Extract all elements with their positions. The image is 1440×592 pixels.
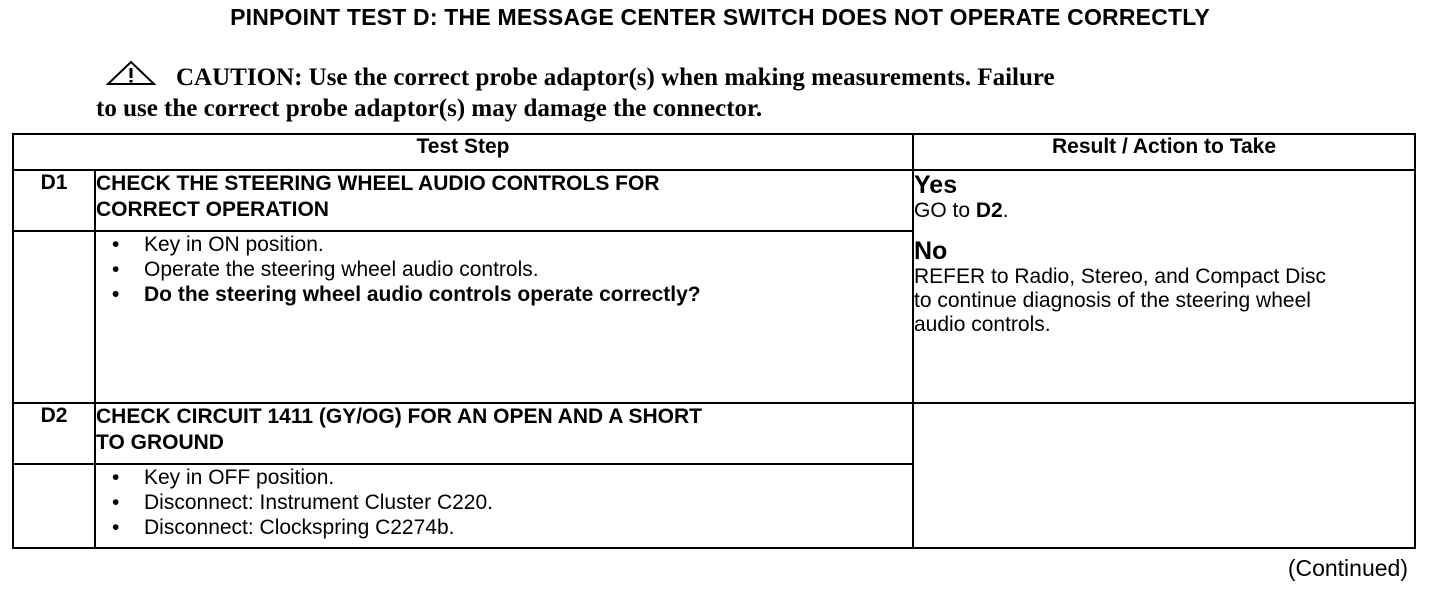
list-item: • Key in OFF position. [106,465,912,490]
caution-text-1: CAUTION: Use the correct probe adaptor(s) when making measurements. Failure [176,64,1055,91]
link-step-d2: D2 [975,199,1003,222]
step-d1-id-blank [13,231,95,403]
step-d2-bullets [96,465,912,540]
list-item: • Disconnect: Clockspring C2274b. [106,515,912,540]
result-no-line-2: to continue diagnosis of the steering wheel [914,289,1311,312]
step-d2-title-line-2: TO GROUND [96,431,224,454]
caution-text-2: to use the correct probe adaptor(s) may damage the connector. [96,95,763,122]
result-yes-action: GO to D2. [914,199,1009,222]
warning-triangle-icon [106,60,156,86]
pinpoint-test-table [12,133,1416,549]
step-d2-title-line-1: CHECK CIRCUIT 1411 (GY/OG) FOR AN OPEN AND A SHORT [96,405,702,428]
step-d2-title [95,403,913,464]
result-no-block [914,237,1414,337]
continued-note: (Continued) [1287,555,1408,581]
caution-notice [96,60,1296,124]
step-id-d1: D1 [13,170,95,231]
result-yes-block [914,171,1414,223]
page-title: PINPOINT TEST D: THE MESSAGE CENTER SWITCH DOES NOT OPERATE CORRECTLY [230,4,1210,30]
step-d2-id-blank [13,464,95,548]
list-item: • Operate the steering wheel audio controls. [106,257,912,282]
result-no-label: No [914,237,948,265]
list-item: • Key in ON position. [106,232,912,257]
result-no-line-1: REFER to Radio, Stereo, and Compact Disc [914,265,1327,288]
result-no-line-3: audio controls. [914,313,1051,336]
result-yes-label: Yes [914,171,958,199]
step-d1-title-line-1: CHECK THE STEERING WHEEL AUDIO CONTROLS FOR [96,172,660,195]
step-d2-result [913,403,1415,548]
caution-line-1 [96,60,1296,93]
step-d1-body [95,231,913,403]
step-id-d2: D2 [13,403,95,464]
table-header-row [13,134,1415,170]
header-result-action: Result / Action to Take [913,134,1415,170]
step-d1-title-line-2: CORRECT OPERATION [96,198,329,221]
step-d1-title [95,170,913,231]
list-item-question: • Do the steering wheel audio controls operate correctly? [106,282,912,307]
step-d1-result [913,170,1415,403]
step-d1-bullets [96,232,912,307]
list-item: • Disconnect: Instrument Cluster C220. [106,490,912,515]
step-d1-title-row [13,170,1415,231]
step-d2-body [95,464,913,548]
step-d2-title-row [13,403,1415,464]
header-test-step: Test Step [13,134,913,170]
